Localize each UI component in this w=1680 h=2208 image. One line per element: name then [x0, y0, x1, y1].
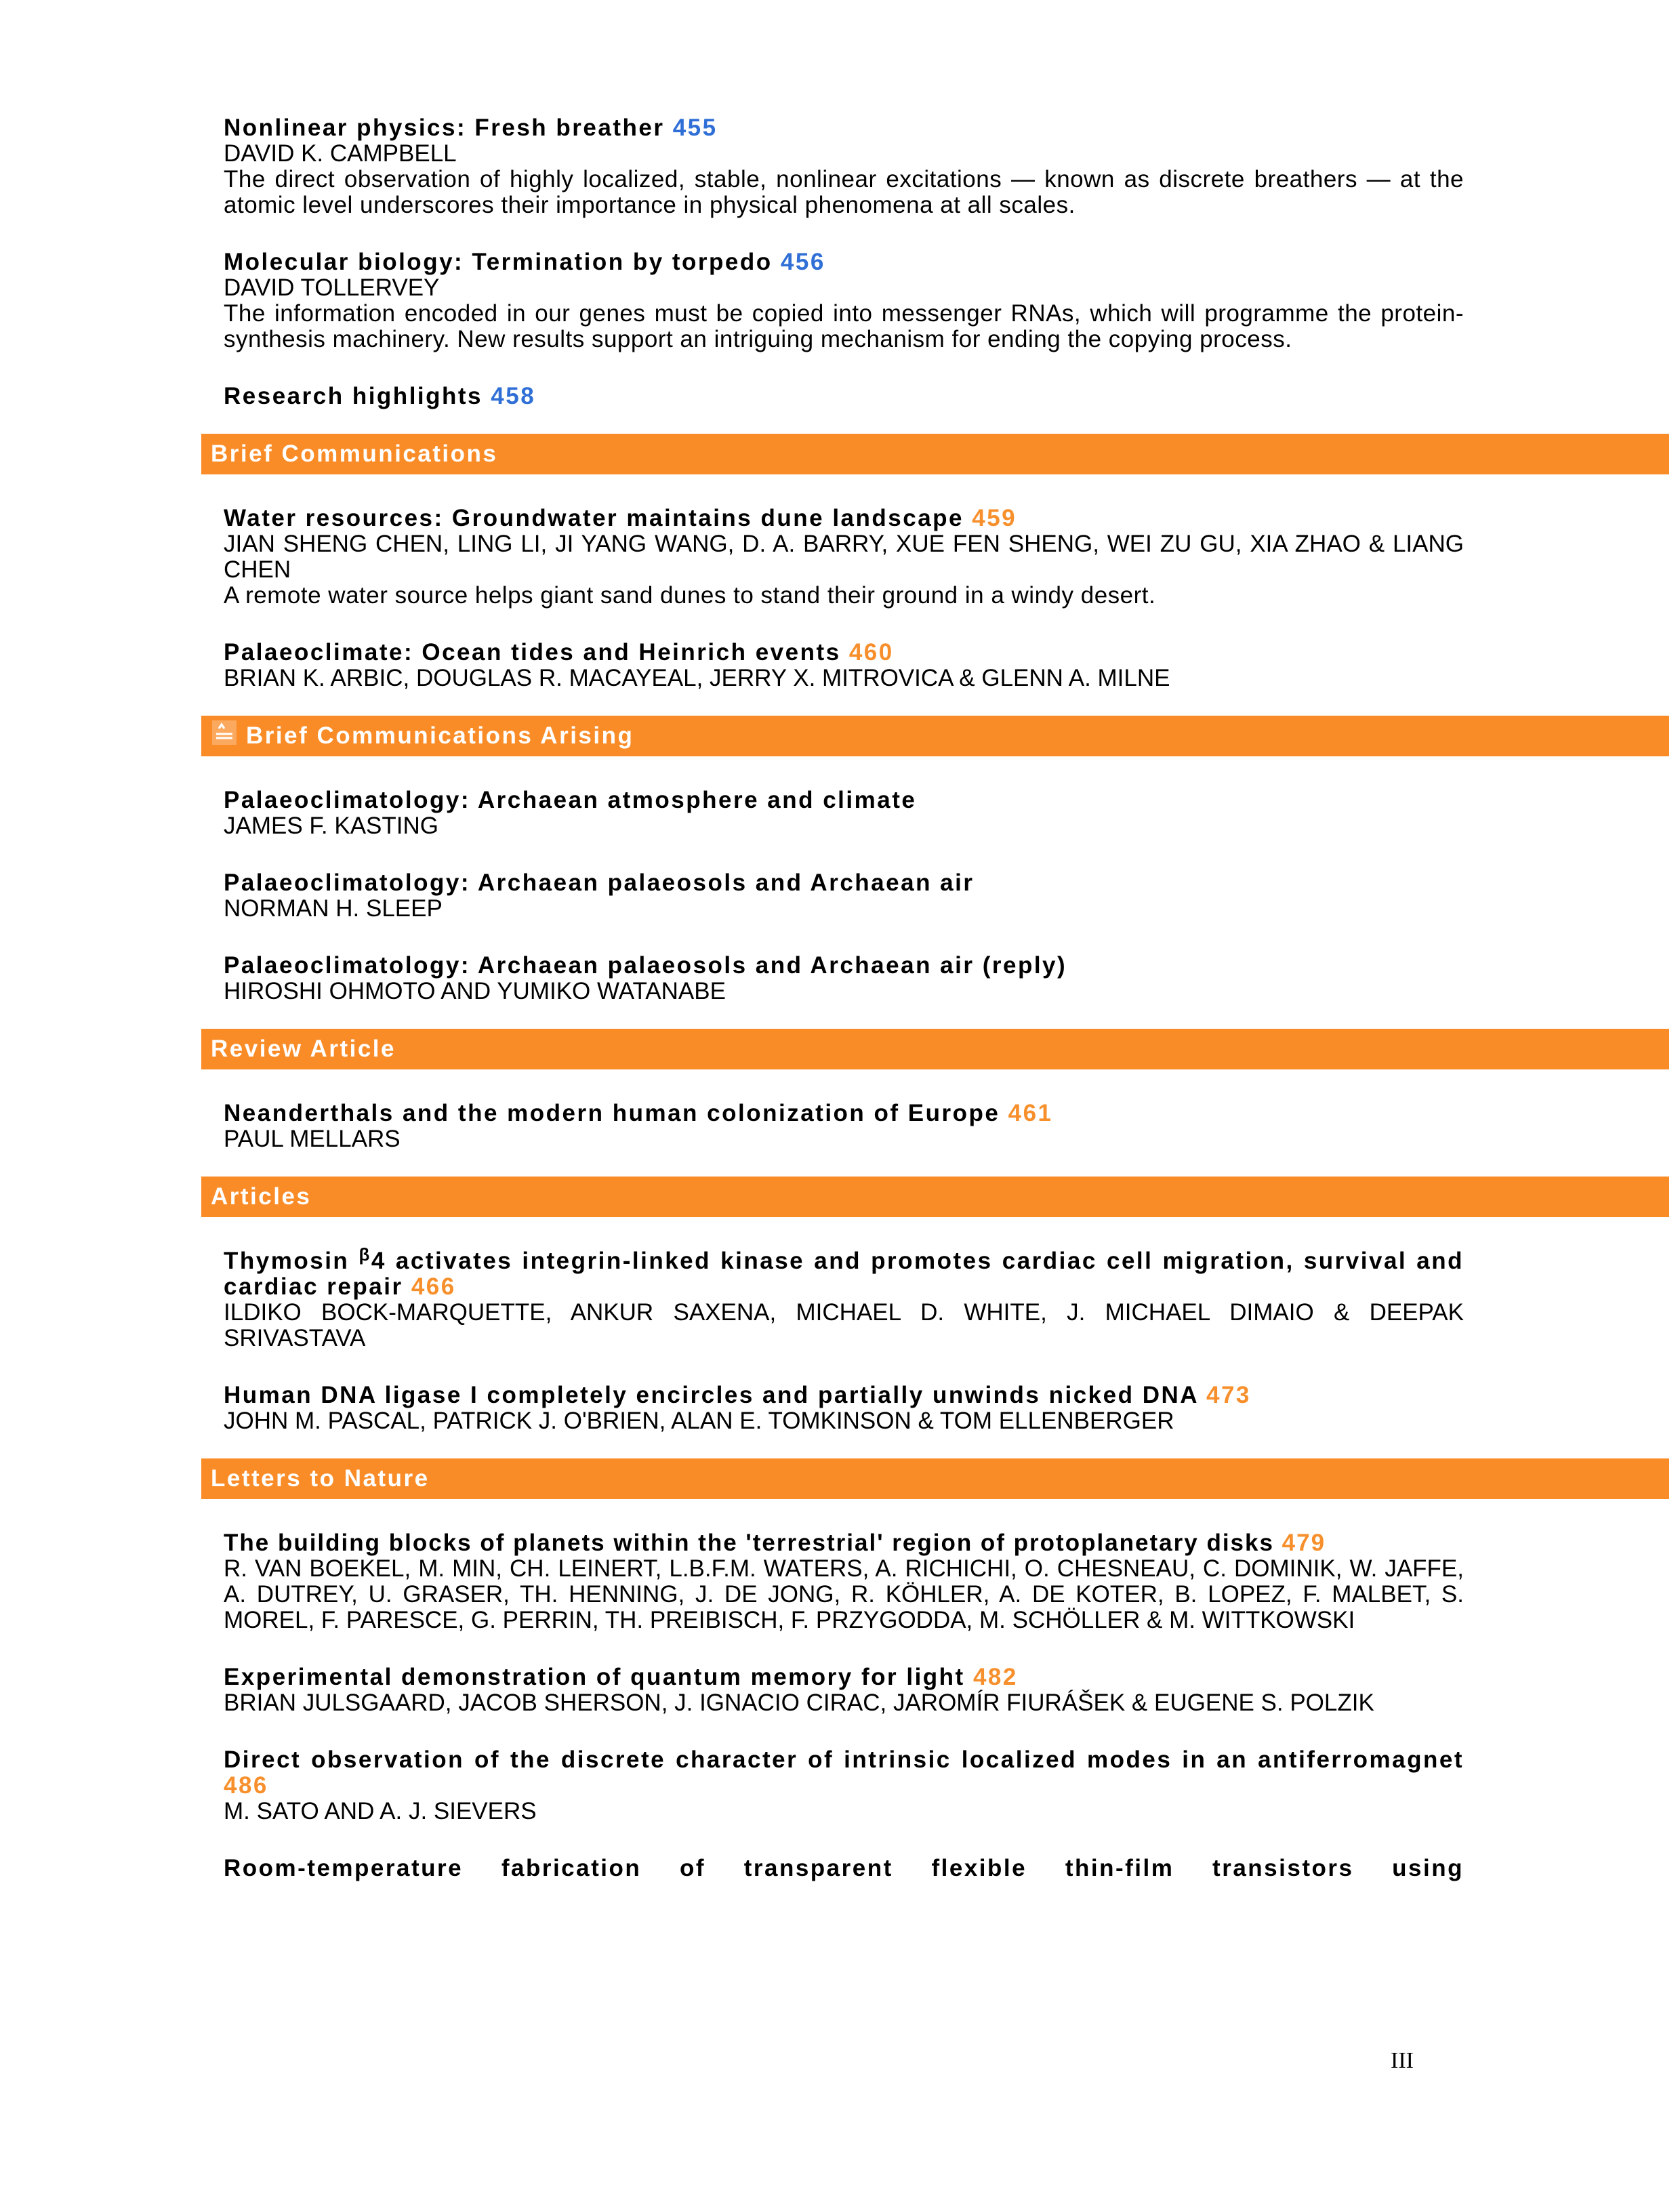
page-ref: 461 — [1008, 1100, 1053, 1126]
page-ref: 458 — [491, 383, 536, 409]
entry-authors: R. VAN BOEKEL, M. MIN, CH. LEINERT, L.B.F.M. WATERS, A. RICHICHI, O. CHESNEAU, C. DOMINIK, W. JAFFE, A. DUTREY, U. GRASER, TH. HENNING, J. DE JONG, R. KÖHLER, A. DE KOTER, B. LOPEZ, F. MALBET, S. MOREL, F. PARESCE, G. PERRIN, TH. PREIBISCH, F. PRZYGODDA, M. SCHÖLLER & M. WITTKOWSKI — [224, 1555, 1464, 1633]
section-header-articles: Articles — [201, 1177, 1669, 1217]
page-ref: 459 — [972, 505, 1017, 531]
entry-title: Direct observation of the discrete character of intrinsic localized modes in an antiferromagnet 486 — [224, 1746, 1464, 1799]
page-number: III — [1391, 2048, 1414, 2073]
entry-title: The building blocks of planets within the 'terrestrial' region of protoplanetary disks 479 — [224, 1530, 1326, 1556]
arising-icon — [211, 719, 238, 746]
entry-quantum-memory[interactable] — [224, 1664, 1464, 1716]
page-ref: 479 — [1282, 1530, 1326, 1556]
entry-nonlinear-physics[interactable] — [224, 115, 1464, 218]
entry-authors: M. SATO AND A. J. SIEVERS — [224, 1798, 537, 1824]
entry-thymosin[interactable] — [224, 1244, 1464, 1351]
entry-authors: BRIAN JULSGAARD, JACOB SHERSON, J. IGNACIO CIRAC, JAROMÍR FIURÁŠEK & EUGENE S. POLZIK — [224, 1690, 1374, 1716]
section-header-letters-to-nature: Letters to Nature — [201, 1458, 1669, 1499]
entry-authors: JIAN SHENG CHEN, LING LI, JI YANG WANG, D. A. BARRY, XUE FEN SHENG, WEI ZU GU, XIA ZHAO & LIANG CHEN — [224, 531, 1464, 583]
contents-page — [211, 115, 1464, 1881]
entry-archaean-atmosphere[interactable] — [224, 788, 1464, 839]
entry-authors: JAMES F. KASTING — [224, 813, 438, 839]
entry-authors: DAVID TOLLERVEY — [224, 274, 440, 301]
entry-title: Thymosin $^\beta$4 activates integrin-linked kinase and promotes cardiac cell migration, survival and cardiac repair 466 — [224, 1244, 1464, 1300]
entry-authors: PAUL MELLARS — [224, 1126, 401, 1152]
entry-title: Palaeoclimatology: Archaean palaeosols and Archaean air (reply) — [224, 952, 1067, 979]
entry-description: The direct observation of highly localized, stable, nonlinear excitations — known as discrete breathers — at the atomic level underscores their importance in physical phenomena at all scales. — [224, 166, 1464, 218]
entry-authors: BRIAN K. ARBIC, DOUGLAS R. MACAYEAL, JERRY X. MITROVICA & GLENN A. MILNE — [224, 665, 1170, 691]
page-ref: 460 — [848, 639, 894, 666]
page-ref: 455 — [672, 115, 718, 141]
entry-authors: ILDIKO BOCK-MARQUETTE, ANKUR SAXENA, MICHAEL D. WHITE, J. MICHAEL DIMAIO & DEEPAK SRIVASTAVA — [224, 1299, 1464, 1351]
entry-title: Palaeoclimatology: Archaean atmosphere and climate — [224, 787, 917, 813]
entry-title: Palaeoclimatology: Archaean palaeosols and Archaean air — [224, 870, 975, 896]
entry-title: Water resources: Groundwater maintains dune landscape 459 — [224, 505, 1017, 531]
entry-archaean-palaeosols-reply[interactable] — [224, 953, 1464, 1004]
entry-title: Molecular biology: Termination by torpedo 456 — [224, 249, 825, 275]
entry-authors: JOHN M. PASCAL, PATRICK J. O'BRIEN, ALAN E. TOMKINSON & TOM ELLENBERGER — [224, 1408, 1174, 1434]
section-header-review-article: Review Article — [201, 1029, 1669, 1069]
page-ref: 456 — [780, 249, 825, 275]
page-ref: 466 — [411, 1273, 456, 1300]
entry-title: Palaeoclimate: Ocean tides and Heinrich events 460 — [224, 639, 894, 666]
entry-title: Experimental demonstration of quantum memory for light 482 — [224, 1664, 1018, 1690]
entry-authors: NORMAN H. SLEEP — [224, 895, 443, 922]
entry-palaeoclimate[interactable] — [224, 640, 1464, 691]
entry-title: Neanderthals and the modern human colonization of Europe 461 — [224, 1100, 1053, 1126]
entry-title: Nonlinear physics: Fresh breather 455 — [224, 115, 718, 141]
entry-thin-film-transistors[interactable] — [224, 1856, 1464, 1881]
entry-description: A remote water source helps giant sand dunes to stand their ground in a windy desert. — [224, 582, 1156, 609]
entry-title: Room-temperature fabrication of transparent flexible thin-film transistors using — [224, 1855, 1464, 1881]
page-ref: 486 — [224, 1772, 268, 1799]
page-ref: 473 — [1206, 1382, 1251, 1408]
entry-neanderthals[interactable] — [224, 1101, 1464, 1152]
beta-symbol: β — [358, 1244, 371, 1265]
entry-building-blocks[interactable] — [224, 1530, 1464, 1633]
entry-description: The information encoded in our genes must be copied into messenger RNAs, which will programme the protein-synthesis machinery. New results support an intriguing mechanism for ending the copying process. — [224, 300, 1464, 352]
section-heading: Brief Communications Arising — [246, 722, 634, 749]
entry-title: Human DNA ligase I completely encircles and partially unwinds nicked DNA 473 — [224, 1382, 1251, 1408]
section-header-brief-communications-arising — [201, 716, 1669, 756]
entry-archaean-palaeosols[interactable] — [224, 870, 1464, 922]
entry-authors: HIROSHI OHMOTO AND YUMIKO WATANABE — [224, 978, 726, 1004]
entry-title: Research highlights 458 — [224, 383, 536, 409]
entry-intrinsic-localized-modes[interactable] — [224, 1747, 1464, 1824]
page-ref: 482 — [972, 1664, 1018, 1690]
entry-water-resources[interactable] — [224, 506, 1464, 609]
section-header-brief-communications: Brief Communications — [201, 434, 1669, 474]
entry-research-highlights[interactable] — [224, 384, 1464, 409]
entry-authors: DAVID K. CAMPBELL — [224, 140, 457, 167]
entry-dna-ligase[interactable] — [224, 1383, 1464, 1434]
entry-molecular-biology[interactable] — [224, 249, 1464, 352]
